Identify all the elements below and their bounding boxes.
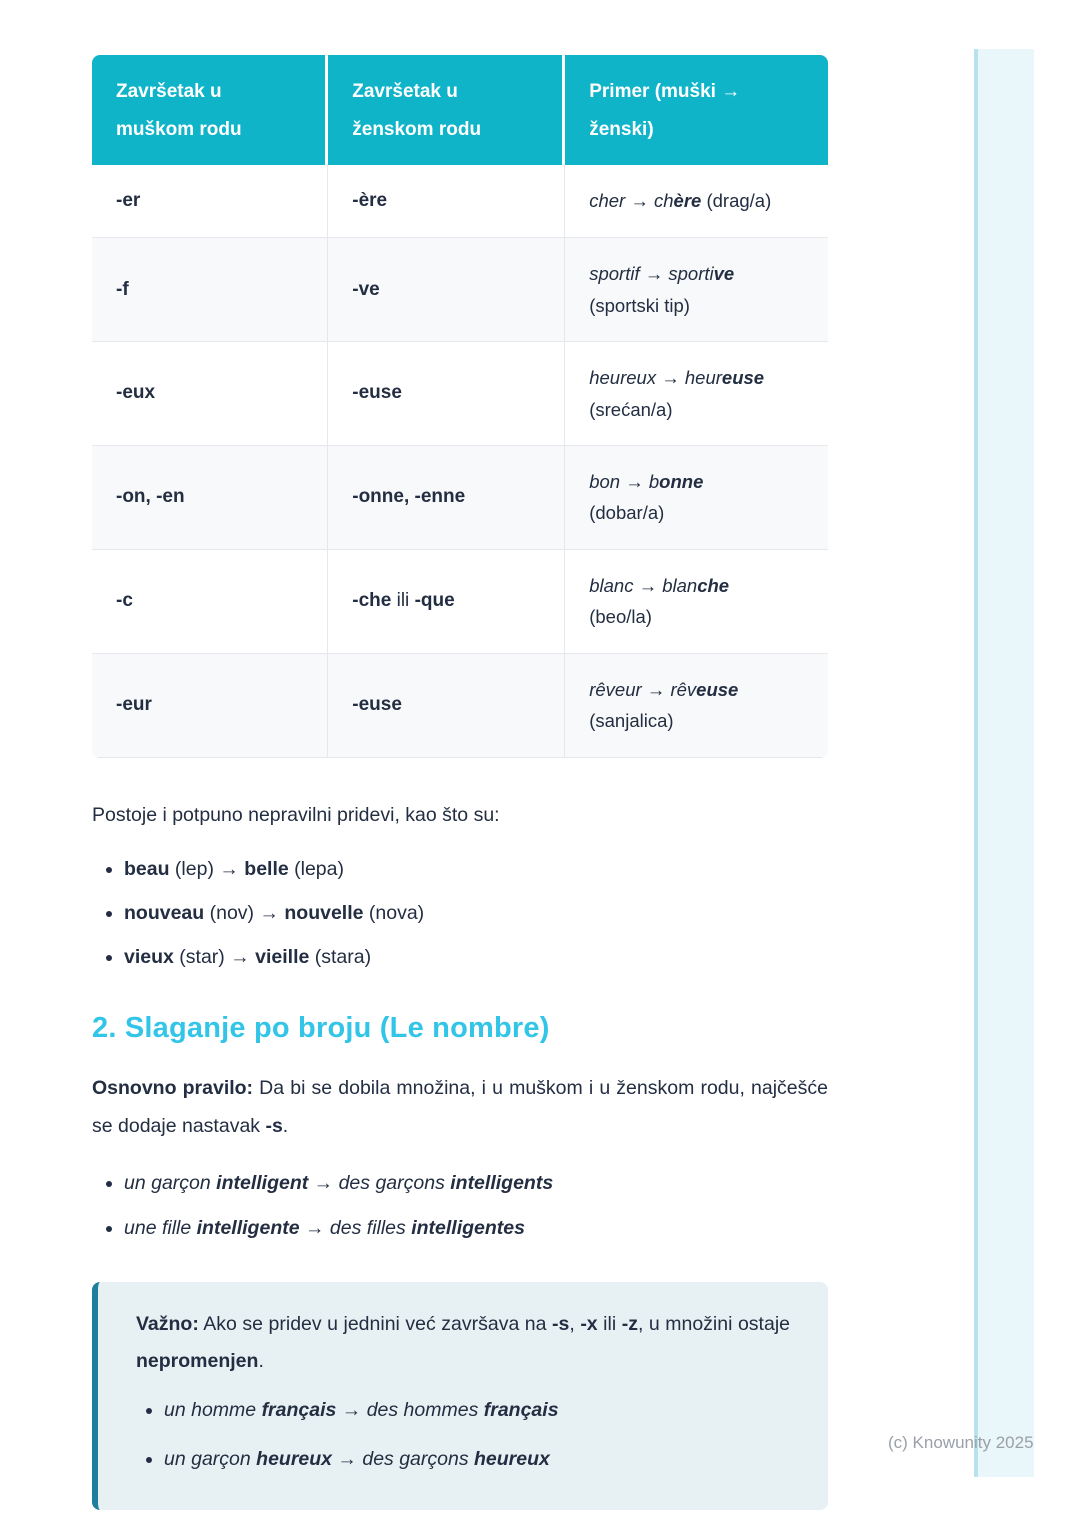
example-phrase: → des filles: [299, 1217, 412, 1240]
header-masculine-ending: Završetak u muškom rodu: [92, 55, 328, 165]
example-phrase: → des hommes: [336, 1398, 484, 1421]
example-translation-line: (beo/la): [589, 606, 652, 628]
example-phrase: → des garçons: [308, 1172, 451, 1195]
example-word: rêveur → rêv: [589, 678, 697, 700]
masculine-ending: -c: [116, 590, 133, 612]
plural-examples-list: [92, 1167, 828, 1245]
list-item: [164, 1443, 790, 1476]
example-translation-line: (srećan/a): [589, 398, 673, 420]
callout-paragraph: [136, 1306, 790, 1380]
header-feminine-ending: Završetak u ženskom rodu: [328, 55, 565, 165]
callout-text: ili: [597, 1312, 622, 1335]
callout-examples-list: [136, 1394, 790, 1476]
masculine-ending: -eux: [116, 382, 156, 404]
example-phrase: un garçon: [164, 1447, 257, 1470]
example-cell: [589, 258, 804, 321]
basic-rule-paragraph: [92, 1069, 828, 1145]
adjective-feminine: belle: [244, 857, 289, 880]
translation: (nov) →: [204, 902, 285, 924]
header-example: Primer (muški → ženski): [565, 55, 828, 165]
example-adjective: français: [483, 1398, 559, 1421]
copyright-watermark: (c) Knowunity 2025: [888, 1433, 1034, 1452]
example-ending: ère: [673, 190, 702, 212]
feminine-ending: -ve: [352, 278, 380, 300]
table-row: [92, 342, 828, 446]
feminine-ending-alt: -que: [414, 590, 455, 612]
adjective-feminine: vieille: [255, 946, 310, 969]
page-highlight-stripe: [974, 49, 1034, 1477]
callout-text: .: [258, 1349, 264, 1372]
example-word: bon → b: [589, 471, 660, 493]
feminine-ending: -che: [352, 590, 392, 612]
list-item: [124, 1167, 828, 1200]
irregular-adjectives-note: Postoje i potpuno nepravilni pridevi, kao što su:: [92, 803, 500, 826]
list-item: [124, 853, 828, 886]
feminine-ending: -onne, -enne: [352, 486, 466, 508]
rule-text: .: [282, 1115, 289, 1138]
callout-suffix: -s: [552, 1312, 570, 1335]
rule-text: Da bi se dobila množina, i u muškom i u ženskom rodu, najčešće se dodaje nastavak: [92, 1077, 828, 1138]
example-word: heureux → heur: [589, 367, 722, 389]
example-adjective: heureux: [474, 1447, 550, 1470]
example-translation-line: (sportski tip): [589, 294, 690, 316]
list-item: [124, 941, 828, 974]
example-word: blanc → blan: [589, 574, 698, 596]
example-phrase: un homme: [164, 1398, 262, 1421]
example-adjective: intelligentes: [411, 1217, 525, 1240]
table-row: [92, 654, 828, 758]
callout-suffix: -x: [580, 1312, 598, 1335]
callout-text: Ako se pridev u jednini već završava na: [198, 1312, 553, 1335]
feminine-ending: -euse: [352, 382, 402, 404]
list-item: [124, 1212, 828, 1245]
example-cell: [589, 466, 804, 529]
translation: (stara): [309, 946, 372, 969]
example-ending: euse: [721, 367, 765, 389]
example-word: cher → ch: [589, 190, 674, 212]
translation: (star) →: [173, 946, 256, 969]
irregular-adjectives-list: [92, 853, 828, 974]
table-header-row: [92, 55, 828, 165]
example-cell: [589, 362, 804, 425]
masculine-ending: -eur: [116, 694, 152, 716]
example-ending: onne: [659, 471, 704, 493]
table-row: [92, 446, 828, 550]
table-row: [92, 238, 828, 342]
callout-text: , u množini ostaje: [637, 1312, 790, 1335]
feminine-endings-table: [92, 55, 828, 758]
document-content: [92, 55, 828, 1510]
example-phrase: → des garçons: [332, 1447, 474, 1470]
masculine-ending: -on, -en: [116, 486, 185, 508]
list-item: [124, 897, 828, 930]
example-adjective: heureux: [256, 1447, 333, 1470]
callout-emphasis: nepromenjen: [136, 1349, 259, 1372]
rule-label: Osnovno pravilo:: [92, 1077, 254, 1100]
example-phrase: un garçon: [124, 1172, 217, 1195]
list-item: [164, 1394, 790, 1427]
rule-suffix: -s: [265, 1115, 283, 1138]
example-phrase: une fille: [124, 1217, 197, 1240]
example-adjective: intelligents: [450, 1172, 554, 1195]
translation: (lep) →: [169, 857, 245, 880]
table-row: [92, 165, 828, 238]
callout-label: Važno:: [136, 1312, 199, 1335]
feminine-ending: -euse: [352, 694, 402, 716]
table-row: [92, 550, 828, 654]
callout-text: ,: [569, 1312, 581, 1335]
important-callout: [92, 1282, 828, 1510]
example-ending: euse: [696, 678, 739, 700]
example-translation-line: (sanjalica): [589, 710, 674, 732]
example-adjective: intelligente: [196, 1217, 300, 1240]
example-translation: (drag/a): [701, 190, 772, 212]
example-ending: ve: [713, 263, 735, 285]
masculine-ending: -f: [116, 278, 129, 300]
example-word: sportif → sporti: [589, 263, 714, 285]
example-cell: [589, 674, 804, 737]
feminine-ending-separator: ili: [391, 590, 415, 612]
adjective-masculine: beau: [124, 857, 170, 880]
adjective-masculine: nouveau: [124, 902, 205, 924]
example-cell: [589, 185, 804, 216]
example-translation-line: (dobar/a): [589, 502, 665, 524]
adjective-feminine: nouvelle: [284, 902, 364, 924]
example-ending: che: [697, 574, 730, 596]
adjective-masculine: vieux: [124, 946, 174, 969]
masculine-ending: -er: [116, 190, 141, 211]
section-title-number-agreement: 2. Slaganje po broju (Le nombre): [92, 1012, 550, 1045]
translation: (nova): [363, 902, 425, 924]
translation: (lepa): [288, 857, 344, 880]
example-adjective: français: [261, 1398, 337, 1421]
example-cell: [589, 570, 804, 633]
callout-suffix: -z: [621, 1312, 638, 1335]
feminine-ending: -ère: [352, 190, 388, 211]
example-adjective: intelligent: [216, 1172, 309, 1195]
